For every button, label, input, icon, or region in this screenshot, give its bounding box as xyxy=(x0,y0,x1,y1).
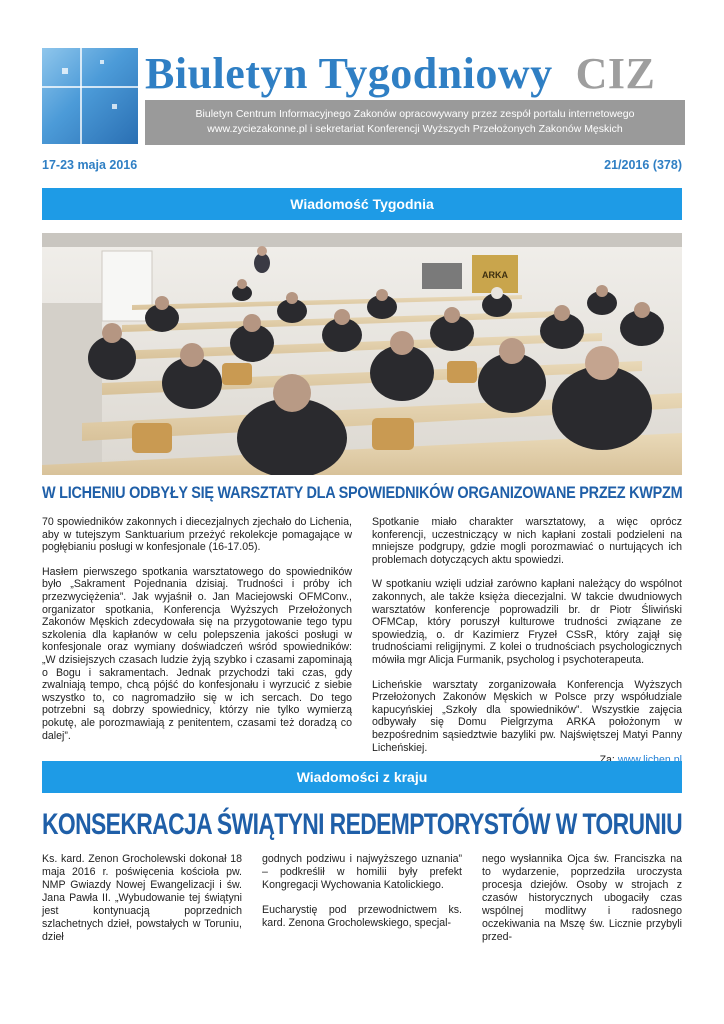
subtitle-box xyxy=(145,100,685,145)
arka-sign: ARKA xyxy=(482,270,508,280)
conference-photo xyxy=(42,233,682,475)
article-paragraph: W spotkaniu wzięli udział zarówno kapłani należący do wspólnot zakonnych, ale także księża diecezjalni. W takcie dwudniowych warsztatów konferencje poprowadzili br. dr Piotr Śliwiński OFMCap, który poruszył kulturowe trudności związane ze spowiedzią, o. dr Kazimierz Fryzeł CSsR, który zajął się trudnościami religijnymi. Z kolei o trudnościach psychologicznych mówiła mgr Alicja Furmanik, psycholog i psychoterapeuta. xyxy=(372,578,682,666)
logo-emblem xyxy=(42,48,138,144)
article-paragraph: Ks. kard. Zenon Grocholewski dokonał 18 maja 2016 r. poświęcenia kościoła pw. NMP Gwiazdy Nowej Ewangelizacji i św. Jana Pawła II. „Wybudowanie tej świątyni jest kontynuacją poprzednich szlachetnych dzieł, powstałych w Toruniu, dzieł xyxy=(42,853,242,943)
article-paragraph: Spotkanie miało charakter warsztatowy, a więc oprócz konferencji, uczestniczący w nich kapłani zostali podzieleni na mniejsze podgrupy, gdzie mogli porozmawiać o nurtujących ich problemach dotyczących aktu spowiedzi. xyxy=(372,516,682,566)
issue-date: 17-23 maja 2016 xyxy=(42,158,138,172)
article-paragraph: Hasłem pierwszego spotkania warsztatowego do spowiedników było „Sakrament Pojednania dzisiaj. Trudności i próby ich przezwyciężenia”. Jak wyjaśnił o. Jan Maciejowski OFMConv., organizator spotkania, Konferencja Wyższych Przełożonych Zakonów Męskich zdecydowała się na przygotowanie tego typu szkolenia dla kapłanów w celu polepszenia jakości posługi w konfesjonale oraz wymiany doświadczeń wśród spowiedników: „W dzisiejszych czasach ludzie żyją szybko i czasami zapominają o Bogu i sakramentach. Jednak przychodzi taki czas, gdy zwalniają tempo, chcą pójść do konfesjonału i wyrzucić z siebie wszystko to, co nagromadziło się w ich sercach. Do tego potrzebni są dobrzy spowiednicy, którzy nie tylko wymierzą pokutę, ale porozmawiają z penitentem, czasami też doradzą co dalej”. xyxy=(42,565,352,742)
issue-number: 21/2016 (378) xyxy=(604,158,682,172)
article2-column-1 xyxy=(42,853,242,956)
article-paragraph: Licheńskie warsztaty zorganizowała Konferencja Wyższych Przełożonych Zakonów Męskich w Polsce przy współudziale kapucyńskiej „Szkoły dla spowiedników”. Wszystkie zajęcia odbywały się Domu Pielgrzyma ARKA położonym w bezpośrednim sąsiedztwie bazyliki pw. Najświętszej Matyi Panny Licheńskiej. xyxy=(372,678,682,754)
article-paragraph: godnych podziwu i najwyższego uznania” – podkreślił w homilii były prefekt Kongregacji Wychowania Katolickiego. xyxy=(262,853,462,891)
headline-lichen-workshops: W LICHENIU ODBYŁY SIĘ WARSZTATY DLA SPOWIEDNIKÓW ORGANIZOWANE PRZEZ KWPZM xyxy=(42,483,683,502)
article2-column-3 xyxy=(482,853,682,956)
article2-column-2 xyxy=(262,853,462,942)
section-bar-national-news: Wiadomości z kraju xyxy=(42,761,682,793)
subtitle-line-1: Biuletyn Centrum Informacyjnego Zakonów opracowywany przez zespół portalu internetowego xyxy=(195,108,635,120)
newsletter-title-main: Biuletyn Tygodniowy xyxy=(145,49,553,98)
headline-torun-consecration: KONSEKRACJA ŚWIĄTYNI REDEMPTORYSTÓW W TORUNIU xyxy=(42,808,683,841)
article-paragraph: Eucharystię pod przewodnictwem ks. kard. Zenona Grocholewskiego, specjal- xyxy=(262,904,462,929)
conference-photo-image xyxy=(42,233,682,475)
newsletter-title xyxy=(145,50,685,98)
article-left-column xyxy=(42,516,352,754)
article-right-column xyxy=(372,516,682,767)
article-paragraph: nego wysłannika Ojca św. Franciszka na to wydarzenie, poprzedziła uroczysta procesja dziejów. Osoby w strojach z czasów historycznych ubogaciły czas wspólnej modlitwy i radosnego oczekiwania na Mszę św. Licznie przybyli przed- xyxy=(482,853,682,943)
newsletter-title-suffix: CIZ xyxy=(575,49,656,98)
subtitle-line-2: www.zyciezakonne.pl i sekretariat Konferencji Wyższych Przełożonych Zakonów Męskich xyxy=(207,123,623,135)
article-paragraph: 70 spowiedników zakonnych i diecezjalnych zjechało do Lichenia, aby w tutejszym Sanktuarium przeżyć rekolekcje pomagające w pogłębianiu posługi w konfesjonale (16-17.05). xyxy=(42,516,352,554)
section-bar-news-of-week: Wiadomość Tygodnia xyxy=(42,188,682,220)
